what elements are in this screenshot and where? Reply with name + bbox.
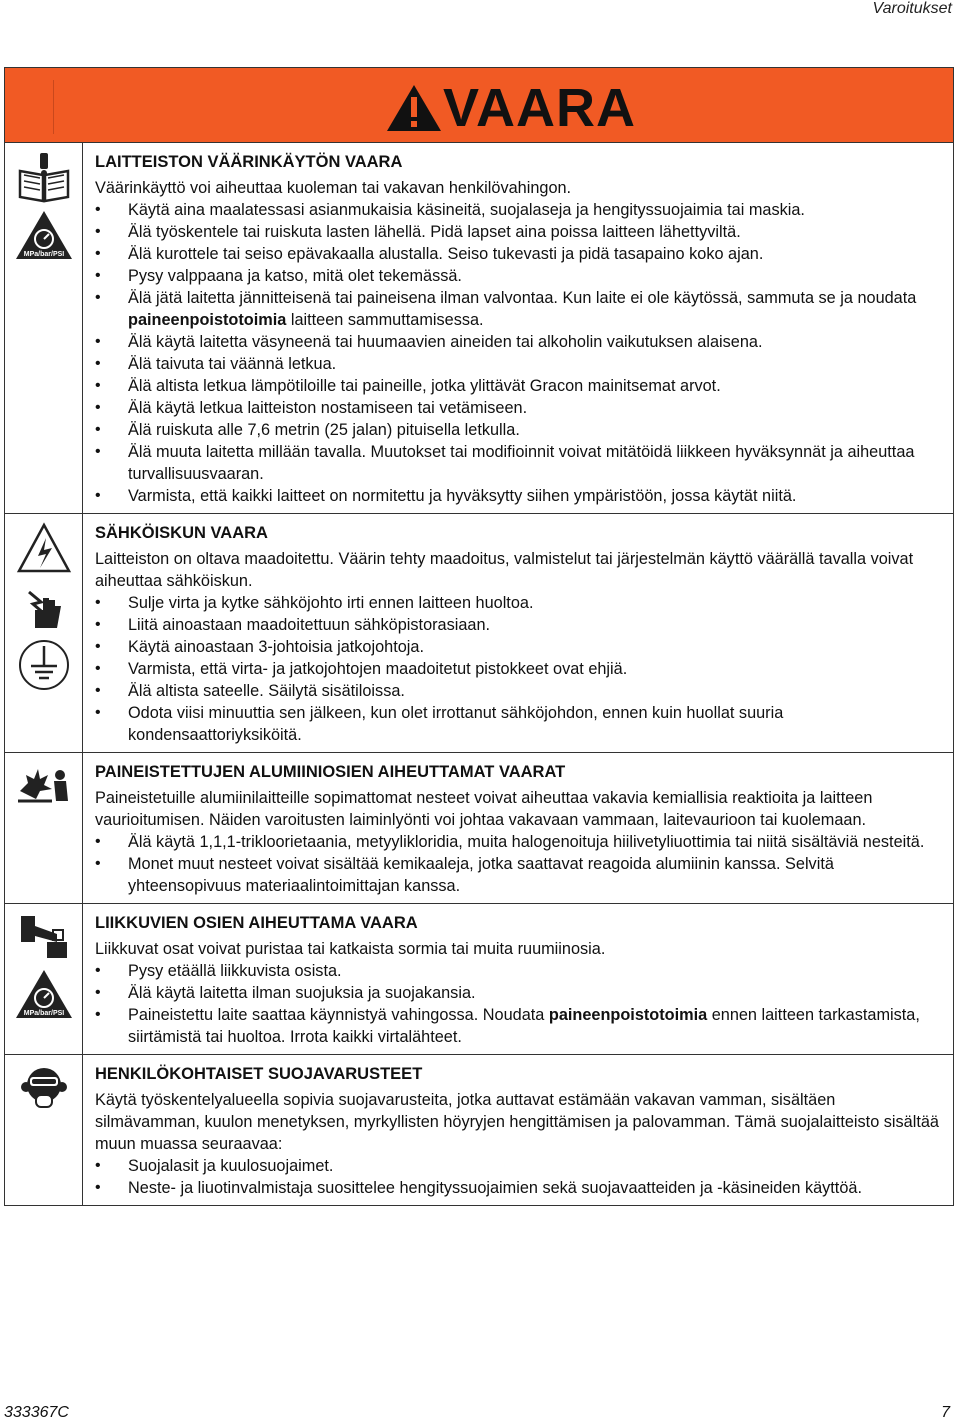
banner-divider (53, 80, 54, 134)
list-item: • Älä käytä laitetta ilman suojuksia ja suojakansia. (95, 982, 943, 1004)
page-number: 7 (941, 1404, 950, 1421)
section-list (95, 592, 943, 746)
list-item: • Odota viisi minuuttia sen jälkeen, kun olet irrottanut sähköjohdon, ennen kuin huollat suuria kondensaattoriyksiköitä. (95, 702, 943, 746)
list-item-bold: paineenpoistotoimia (128, 311, 287, 329)
list-item: • Älä käytä 1,1,1-trikloorietaania, metyylikloridia, muita halogenoituja hiilivetyliuottimia tai niitä sisältäviä nesteitä. (95, 831, 943, 853)
list-item (95, 1004, 943, 1048)
protective-gear-icon (20, 1063, 68, 1113)
section-intro: Väärinkäyttö voi aiheuttaa kuoleman tai vakavan henkilövahingon. (95, 179, 572, 197)
section-title: PAINEISTETTUJEN ALUMIINIOSIEN AIHEUTTAMAT VAARAT (95, 763, 566, 781)
section-icons (5, 1055, 83, 1205)
section-intro: Laitteiston on oltava maadoitettu. Väärin tehty maadoitus, valmistelut tai järjestelmän käyttö väärällä tavalla voivat aiheuttaa sähköiskun. (95, 550, 914, 590)
list-item: • Älä työskentele tai ruiskuta lasten lähellä. Pidä lapset aina poissa laitteen lähettyviltä. (95, 221, 943, 243)
section-list (95, 831, 943, 897)
list-item: • Neste- ja liuotinvalmistaja suosittelee hengityssuojaimien sekä suojavaatteiden ja -käsineiden käyttöä. (95, 1177, 943, 1199)
banner-title: VAARA (443, 78, 636, 138)
section-ppe (5, 1055, 953, 1205)
section-intro: Käytä työskentelyalueella sopivia suojavarusteita, jotka auttavat estämään vakavan vamman, sisältäen silmävamman, kuulon menetyksen, myrkyllisten höyryjen hengittämisen ja palovamman. Tämä suojalaitteisto sisältää muun muassa seuraavaa: (95, 1091, 939, 1153)
section-icons (5, 143, 83, 513)
mpa-label: MPa/bar/PSI (23, 251, 64, 258)
section-icons (5, 904, 83, 1054)
warnings-table (4, 67, 954, 1206)
list-item: • Monet muut nesteet voivat sisältää kemikaaleja, jotka saattavat reagoida alumiinin kanssa. Selvitä yhteensopivuus materiaalintoimittajan kanssa. (95, 853, 943, 897)
section-title: HENKILÖKOHTAISET SUOJAVARUSTEET (95, 1065, 423, 1083)
banner-title-wrap (385, 78, 636, 138)
list-item: • Älä muuta laitetta millään tavalla. Muutokset tai modifioinnit voivat mitätöidä liikkeen hyväksynnät ja aiheuttaa turvallisuusvaaran. (95, 441, 943, 485)
section-list (95, 199, 943, 507)
section-content (83, 143, 953, 513)
section-intro: Liikkuvat osat voivat puristaa tai katkaista sormia tai muita ruumiinosia. (95, 940, 606, 958)
section-list (95, 1155, 943, 1199)
list-item: • Suojalasit ja kuulosuojaimet. (95, 1155, 943, 1177)
list-item: • Älä altista sateelle. Säilytä sisätiloissa. (95, 680, 943, 702)
list-item: • Pysy valppaana ja katso, mitä olet tekemässä. (95, 265, 943, 287)
list-item (95, 287, 943, 331)
section-equipment-misuse (5, 143, 953, 514)
warning-triangle-icon (385, 83, 443, 133)
list-item-text: Paineistettu laite saattaa käynnistyä vahingossa. Noudata (128, 1006, 549, 1024)
section-intro: Paineistetuille alumiinilaitteille sopimattomat nesteet voivat aiheuttaa vakavia kemiallisia reaktioita ja laitteen vaurioitumisen. Näiden varoitusten laiminlyönti voi johtaa vakavaan vammaan, laitevaurioon tai kuolemaan. (95, 789, 873, 829)
list-item: • Liitä ainoastaan maadoitettuun sähköpistorasiaan. (95, 614, 943, 636)
list-item: • Sulje virta ja kytke sähköjohto irti ennen laitteen huoltoa. (95, 592, 943, 614)
electric-hazard-icon (16, 522, 72, 574)
list-item: • Pysy etäällä liikkuvista osista. (95, 960, 943, 982)
danger-banner (5, 68, 953, 143)
list-item: • Käytä aina maalatessasi asianmukaisia käsineitä, suojalaseja ja hengityssuojaimia tai maskia. (95, 199, 943, 221)
list-item-text: ennen laitteen tarkastamista, siirtämistä tai huoltoa. Irrota kaikki virtalähteet. (128, 1006, 920, 1046)
list-item: • Käytä ainoastaan 3-johtoisia jatkojohtoja. (95, 636, 943, 658)
moving-parts-icon (17, 912, 71, 962)
read-manual-icon (16, 151, 72, 203)
list-item: • Varmista, että virta- ja jatkojohtojen maadoitetut pistokkeet ovat ehjiä. (95, 658, 943, 680)
section-icons (5, 753, 83, 903)
document-number: 333367C (4, 1404, 69, 1421)
pressure-gauge-icon (14, 968, 74, 1020)
section-title: LAITTEISTON VÄÄRINKÄYTÖN VAARA (95, 153, 403, 171)
section-header-label: Varoitukset (872, 0, 952, 17)
section-list (95, 960, 943, 1048)
section-icons (5, 514, 83, 752)
section-content (83, 753, 953, 903)
section-title: SÄHKÖISKUN VAARA (95, 524, 268, 542)
section-moving-parts (5, 904, 953, 1055)
list-item-text: laitteen sammuttamisessa. (286, 311, 484, 329)
section-content (83, 514, 953, 752)
section-aluminum-parts (5, 753, 953, 904)
list-item: • Älä taivuta tai väännä letkua. (95, 353, 943, 375)
list-item: • Älä käytä laitetta väsyneenä tai huumaavien aineiden tai alkoholin vaikutuksen alaisena. (95, 331, 943, 353)
list-item: • Älä altista letkua lämpötiloille tai paineille, jotka ylittävät Gracon mainitsemat arvot. (95, 375, 943, 397)
list-item: • Älä käytä letkua laitteiston nostamiseen tai vetämiseen. (95, 397, 943, 419)
ground-symbol-icon (17, 638, 71, 692)
list-item-bold: paineenpoistotoimia (548, 1006, 708, 1024)
mpa-label: MPa/bar/PSI (23, 1010, 64, 1017)
list-item: • Älä ruiskuta alle 7,6 metrin (25 jalan) pituisella letkulla. (95, 419, 943, 441)
section-content (83, 1055, 953, 1205)
explosion-hazard-icon (14, 761, 74, 807)
list-item-text: Älä jätä laitetta jännitteisenä tai paineisena ilman valvontaa. Kun laite ei ole käytössä, sammuta se ja noudata (128, 289, 917, 307)
section-content (83, 904, 953, 1054)
list-item: • Älä kurottele tai seiso epävakaalla alustalla. Seiso tukevasti ja pidä tasapaino koko ajan. (95, 243, 943, 265)
section-electric-shock (5, 514, 953, 753)
section-title: LIIKKUVIEN OSIEN AIHEUTTAMA VAARA (95, 914, 418, 932)
list-item: • Varmista, että kaikki laitteet on normitettu ja hyväksytty siihen ympäristöön, jossa käytät niitä. (95, 485, 943, 507)
shock-hand-icon (21, 580, 67, 632)
pressure-gauge-icon (14, 209, 74, 261)
